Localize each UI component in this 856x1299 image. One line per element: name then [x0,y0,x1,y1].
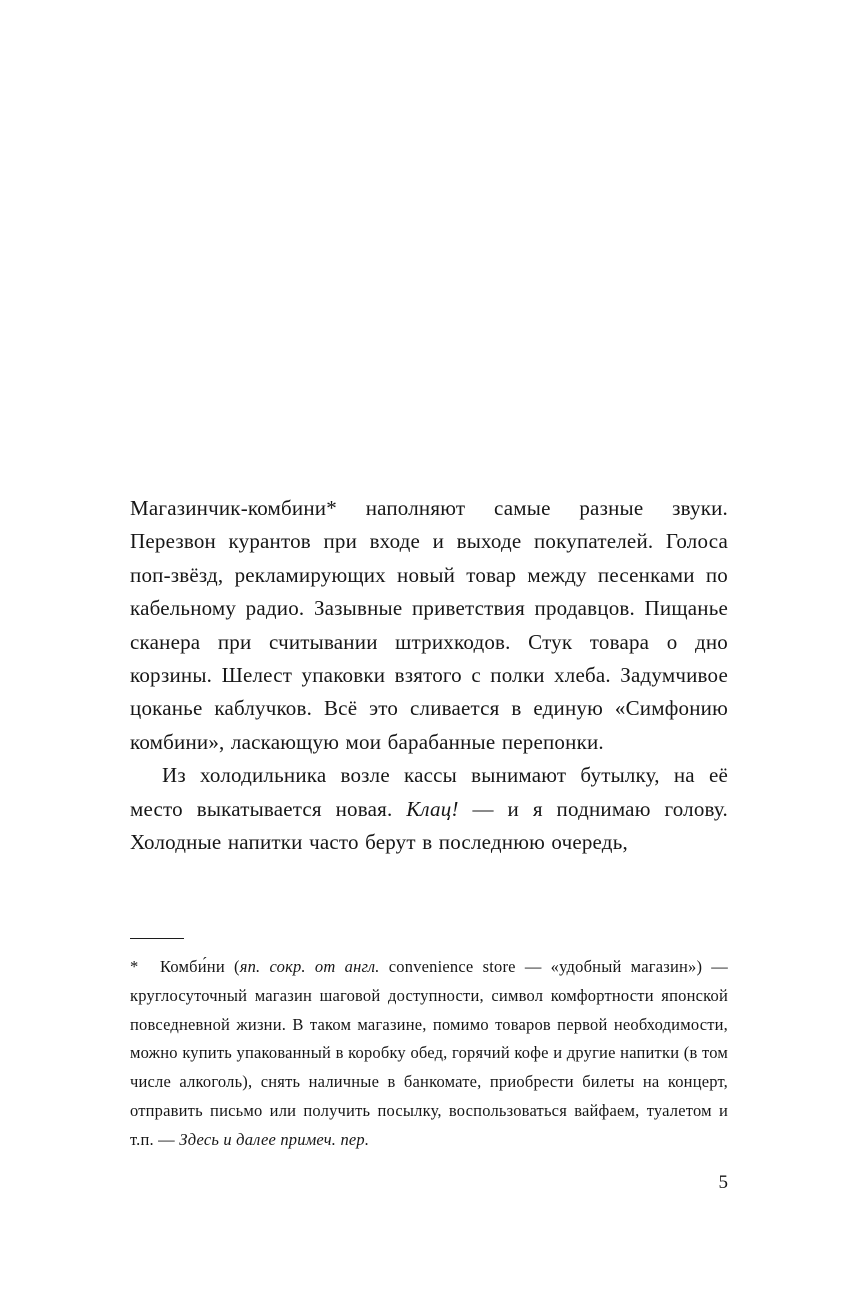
paragraph-1: Магазинчик-комбини* наполняют самые разные звуки. Перезвон курантов при входе и выходе покупателей. Голоса поп-звёзд, рекламирующих новый товар между песенками по кабельному радио. Зазывные приветствия продавцов. Пищанье сканера при считывании штрихкодов. Стук товара о дно корзины. Шелест упаковки взятого с полки хлеба. Задумчивое цоканье каблучков. Всё это сливается в единую «Симфонию комбини», ласкающую мои барабанные перепонки. [130,496,728,754]
page-number: 5 [718,1172,728,1193]
footnote-block [130,938,728,1155]
footnote-divider [130,938,184,939]
paragraph-2: Из холодильника возле кассы вынимают бутылку, на её место выкатывается новая. Клац! — и я поднимаю голову. Холодные напитки часто берут в последнюю очередь, [130,763,728,855]
footnote-content: Комби́ни (яп. сокр. от англ. convenience store — «удобный магазин») — круглосуточный магазин шаговой доступности, символ комфортности японской повседневной жизни. В таком магазине, помимо товаров первой необходимости, можно купить упакованный в коробку обед, горячий кофе и другие напитки (в том числе алкоголь), снять наличные в банкомате, приобрести билеты на концерт, отправить письмо или получить посылку, воспользоваться вайфаем, туалетом и т.п. — Здесь и далее примеч. пер. [130,957,729,1149]
main-text-block [130,492,728,859]
footnote-marker: * [130,957,139,976]
footnote-text [130,953,728,1155]
